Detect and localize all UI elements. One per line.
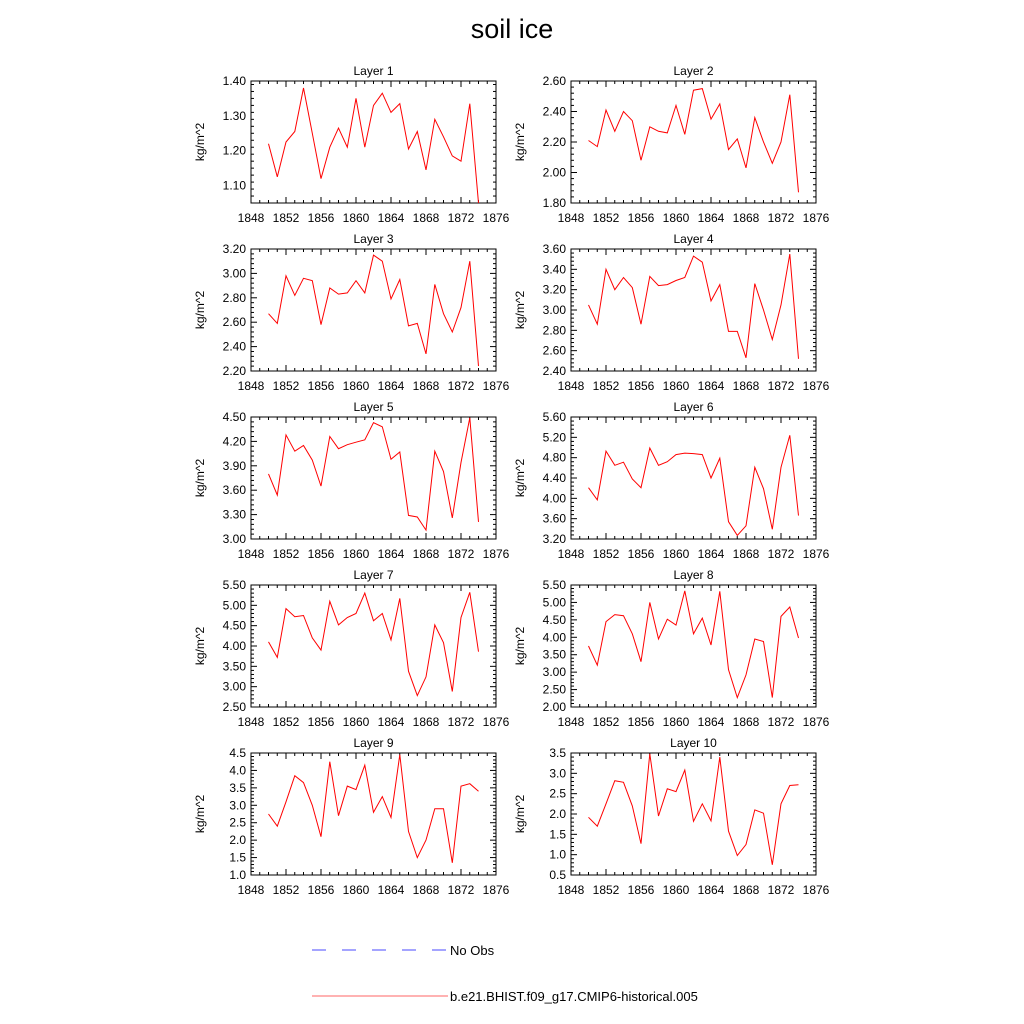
layer-5-y-axis-label: kg/m^2 (193, 458, 207, 498)
layer-3-x-tick-label: 1860 (342, 379, 370, 393)
layer-5-x-tick-label: 1872 (447, 547, 475, 561)
layer-2-y-axis-label: kg/m^2 (513, 122, 527, 162)
layer-4-title: Layer 4 (673, 232, 714, 246)
layer-5-x-tick-label: 1876 (482, 547, 510, 561)
layer-6-x-tick-label: 1872 (767, 547, 795, 561)
layer-8-y-tick-label: 5.00 (542, 595, 566, 610)
layer-9-x-tick-label: 1856 (307, 883, 335, 897)
layer-9-y-tick-label: 4.0 (229, 763, 246, 778)
layer-8-y-tick-label: 5.50 (542, 578, 566, 592)
page-title: soil ice (470, 14, 554, 44)
layer-7-y-axis-label: kg/m^2 (193, 626, 207, 666)
layer-10-x-tick-label: 1852 (592, 883, 620, 897)
layer-5-x-tick-label: 1868 (412, 547, 440, 561)
layer-1-y-tick-label: 1.40 (222, 74, 246, 88)
layer-3-y-tick-label: 2.60 (222, 315, 246, 330)
layer-3-y-axis-label: kg/m^2 (193, 290, 207, 330)
layer-2-y-tick-label: 2.40 (542, 104, 566, 119)
layer-10-title: Layer 10 (670, 736, 717, 750)
layer-5-y-tick-label: 3.60 (222, 483, 246, 498)
layer-9-x-tick-label: 1860 (342, 883, 370, 897)
layer-6-y-tick-label: 4.80 (542, 450, 566, 465)
layer-5-y-tick-label: 3.00 (222, 532, 246, 546)
legend-model-label: b.e21.BHIST.f09_g17.CMIP6-historical.005 (450, 989, 698, 1004)
layer-1-x-tick-label: 1856 (307, 211, 335, 225)
layer-4-y-tick-label: 3.20 (542, 282, 566, 297)
layer-1-x-tick-label: 1860 (342, 211, 370, 225)
layer-10-y-tick-label: 1.0 (549, 847, 566, 862)
layer-10-x-tick-label: 1864 (697, 883, 725, 897)
layer-8-y-axis-label: kg/m^2 (513, 626, 527, 666)
layer-4-y-tick-label: 2.60 (542, 343, 566, 358)
layer-9-y-tick-label: 3.0 (229, 798, 246, 813)
layer-7-y-tick-label: 2.50 (222, 700, 246, 714)
layer-4-y-axis-label: kg/m^2 (513, 290, 527, 330)
layer-2-x-tick-label: 1856 (627, 211, 655, 225)
layer-10-y-tick-label: 3.0 (549, 766, 566, 781)
layer-2-y-tick-label: 2.60 (542, 74, 566, 88)
layer-10-y-tick-label: 2.5 (549, 786, 566, 801)
layer-8-x-tick-label: 1872 (767, 715, 795, 729)
layer-6-y-tick-label: 5.20 (542, 430, 566, 445)
layer-10-x-tick-label: 1856 (627, 883, 655, 897)
layer-5-y-tick-label: 4.50 (222, 410, 246, 424)
layer-7-x-tick-label: 1876 (482, 715, 510, 729)
layer-6-title: Layer 6 (673, 400, 714, 414)
layer-3-y-tick-label: 2.40 (222, 339, 246, 354)
layer-5-title: Layer 5 (353, 400, 394, 414)
layer-9-x-tick-label: 1868 (412, 883, 440, 897)
layer-10-y-tick-label: 0.5 (549, 868, 566, 882)
layer-5-x-tick-label: 1848 (237, 547, 265, 561)
layer-9-x-tick-label: 1864 (377, 883, 405, 897)
layer-3-x-tick-label: 1864 (377, 379, 405, 393)
layer-7-y-tick-label: 3.00 (222, 679, 246, 694)
layer-7-x-tick-label: 1860 (342, 715, 370, 729)
layer-4-x-tick-label: 1852 (592, 379, 620, 393)
layer-1-y-tick-label: 1.30 (222, 108, 246, 123)
layer-9-x-tick-label: 1848 (237, 883, 265, 897)
layer-10-y-tick-label: 1.5 (549, 827, 566, 842)
layer-7-x-tick-label: 1864 (377, 715, 405, 729)
layer-1-y-tick-label: 1.10 (222, 178, 246, 193)
layer-7-x-tick-label: 1852 (272, 715, 300, 729)
layer-10-x-tick-label: 1860 (662, 883, 690, 897)
layer-3-y-tick-label: 3.00 (222, 266, 246, 281)
layer-8-x-tick-label: 1876 (802, 715, 830, 729)
layer-9-y-tick-label: 2.0 (229, 833, 246, 848)
layer-1-y-tick-label: 1.20 (222, 143, 246, 158)
layer-7-x-tick-label: 1856 (307, 715, 335, 729)
layer-9-y-tick-label: 1.5 (229, 850, 246, 865)
layer-10-y-tick-label: 3.5 (549, 746, 566, 760)
layer-3-x-tick-label: 1848 (237, 379, 265, 393)
layer-7-y-tick-label: 5.00 (222, 598, 246, 613)
layer-1-title: Layer 1 (353, 64, 394, 78)
layer-4-y-tick-label: 3.60 (542, 242, 566, 256)
layer-9-y-tick-label: 3.5 (229, 780, 246, 795)
layer-3-x-tick-label: 1868 (412, 379, 440, 393)
layer-9-x-tick-label: 1876 (482, 883, 510, 897)
layer-3-title: Layer 3 (353, 232, 394, 246)
layer-9-x-tick-label: 1872 (447, 883, 475, 897)
layer-4-x-tick-label: 1872 (767, 379, 795, 393)
layer-6-y-tick-label: 3.20 (542, 532, 566, 546)
layer-9-title: Layer 9 (353, 736, 394, 750)
layer-6-x-tick-label: 1860 (662, 547, 690, 561)
layer-6-y-tick-label: 4.00 (542, 491, 566, 506)
layer-4-y-tick-label: 2.40 (542, 364, 566, 378)
layer-2-x-tick-label: 1860 (662, 211, 690, 225)
layer-2-title: Layer 2 (673, 64, 714, 78)
layer-1-x-tick-label: 1848 (237, 211, 265, 225)
layer-8-y-tick-label: 4.00 (542, 630, 566, 645)
layer-1-x-tick-label: 1876 (482, 211, 510, 225)
layer-3-x-tick-label: 1872 (447, 379, 475, 393)
layer-8-x-tick-label: 1864 (697, 715, 725, 729)
layer-8-y-tick-label: 2.00 (542, 700, 566, 714)
layer-6-x-tick-label: 1864 (697, 547, 725, 561)
layer-10-x-tick-label: 1868 (732, 883, 760, 897)
layer-3-x-tick-label: 1852 (272, 379, 300, 393)
layer-6-y-axis-label: kg/m^2 (513, 458, 527, 498)
layer-8-x-tick-label: 1856 (627, 715, 655, 729)
layer-10-y-axis-label: kg/m^2 (513, 794, 527, 834)
layer-2-y-tick-label: 1.80 (542, 196, 566, 210)
layer-2-x-tick-label: 1868 (732, 211, 760, 225)
layer-7-x-tick-label: 1872 (447, 715, 475, 729)
layer-8-title: Layer 8 (673, 568, 714, 582)
layer-4-x-tick-label: 1864 (697, 379, 725, 393)
layer-3-y-tick-label: 3.20 (222, 242, 246, 256)
layer-9-y-tick-label: 1.0 (229, 868, 246, 882)
layer-7-y-tick-label: 4.50 (222, 618, 246, 633)
layer-3-y-tick-label: 2.80 (222, 290, 246, 305)
layer-6-x-tick-label: 1852 (592, 547, 620, 561)
layer-9-y-tick-label: 4.5 (229, 746, 246, 760)
layer-4-y-tick-label: 3.40 (542, 262, 566, 277)
layer-8-x-tick-label: 1860 (662, 715, 690, 729)
layer-3-y-tick-label: 2.20 (222, 364, 246, 378)
layer-1-x-tick-label: 1868 (412, 211, 440, 225)
layer-6-x-tick-label: 1856 (627, 547, 655, 561)
layer-6-x-tick-label: 1876 (802, 547, 830, 561)
layer-6-x-tick-label: 1868 (732, 547, 760, 561)
layer-2-x-tick-label: 1876 (802, 211, 830, 225)
layer-2-x-tick-label: 1872 (767, 211, 795, 225)
layer-1-x-tick-label: 1852 (272, 211, 300, 225)
layer-2-x-tick-label: 1848 (557, 211, 585, 225)
layer-6-y-tick-label: 5.60 (542, 410, 566, 424)
layer-10-x-tick-label: 1848 (557, 883, 585, 897)
layer-2-y-tick-label: 2.20 (542, 135, 566, 149)
layer-7-x-tick-label: 1868 (412, 715, 440, 729)
layer-7-y-tick-label: 5.50 (222, 578, 246, 592)
layer-2-x-tick-label: 1852 (592, 211, 620, 225)
layer-10-x-tick-label: 1872 (767, 883, 795, 897)
layer-9-x-tick-label: 1852 (272, 883, 300, 897)
layer-4-x-tick-label: 1856 (627, 379, 655, 393)
layer-6-x-tick-label: 1848 (557, 547, 585, 561)
layer-1-x-tick-label: 1864 (377, 211, 405, 225)
layer-2-x-tick-label: 1864 (697, 211, 725, 225)
layer-5-x-tick-label: 1860 (342, 547, 370, 561)
layer-2-y-tick-label: 2.00 (542, 165, 566, 180)
layer-1-x-tick-label: 1872 (447, 211, 475, 225)
layer-6-y-tick-label: 3.60 (542, 511, 566, 526)
layer-8-x-tick-label: 1848 (557, 715, 585, 729)
layer-6-y-tick-label: 4.40 (542, 471, 566, 485)
layer-4-x-tick-label: 1876 (802, 379, 830, 393)
layer-4-x-tick-label: 1860 (662, 379, 690, 393)
layer-5-y-tick-label: 3.90 (222, 458, 246, 473)
layer-5-y-tick-label: 3.30 (222, 507, 246, 522)
layer-7-title: Layer 7 (353, 568, 394, 582)
layer-3-x-tick-label: 1876 (482, 379, 510, 393)
layer-10-y-tick-label: 2.0 (549, 807, 566, 821)
layer-5-x-tick-label: 1852 (272, 547, 300, 561)
layer-8-y-tick-label: 4.50 (542, 612, 566, 627)
layer-5-x-tick-label: 1856 (307, 547, 335, 561)
layer-1-y-axis-label: kg/m^2 (193, 122, 207, 162)
layer-8-x-tick-label: 1852 (592, 715, 620, 729)
layer-7-y-tick-label: 3.50 (222, 659, 246, 674)
layer-7-x-tick-label: 1848 (237, 715, 265, 729)
layer-7-y-tick-label: 4.00 (222, 639, 246, 653)
legend-no-obs-label: No Obs (450, 943, 495, 958)
layer-5-y-tick-label: 4.20 (222, 434, 246, 449)
layer-8-y-tick-label: 3.00 (542, 665, 566, 680)
layer-8-y-tick-label: 2.50 (542, 682, 566, 697)
layer-4-x-tick-label: 1868 (732, 379, 760, 393)
layer-9-y-axis-label: kg/m^2 (193, 794, 207, 834)
layer-8-y-tick-label: 3.50 (542, 647, 566, 662)
layer-3-x-tick-label: 1856 (307, 379, 335, 393)
layer-4-y-tick-label: 3.00 (542, 303, 566, 317)
layer-10-x-tick-label: 1876 (802, 883, 830, 897)
layer-4-y-tick-label: 2.80 (542, 323, 566, 338)
layer-9-y-tick-label: 2.5 (229, 815, 246, 830)
layer-5-x-tick-label: 1864 (377, 547, 405, 561)
layer-4-x-tick-label: 1848 (557, 379, 585, 393)
layer-8-x-tick-label: 1868 (732, 715, 760, 729)
